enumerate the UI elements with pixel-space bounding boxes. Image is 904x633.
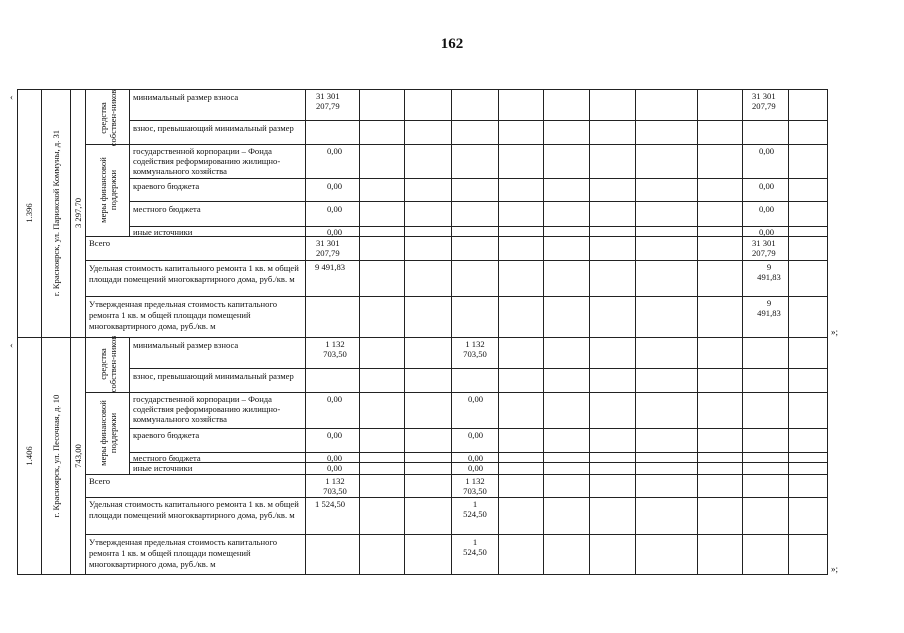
area: 3 297,70 <box>73 197 83 229</box>
address: г. Красноярск, ул. Парижской Коммуны, д. 31 <box>51 129 61 297</box>
total-cell: 31 301 207,79 <box>752 238 776 258</box>
value-cell: 0,00 <box>468 430 484 440</box>
row-label: краевого бюджета <box>133 181 200 191</box>
row-label: местного бюджета <box>133 204 201 214</box>
row-label: иные источники <box>133 463 193 473</box>
value-cell: 31 301 207,79 <box>316 238 340 258</box>
row-label: минимальный размер взноса <box>133 92 239 102</box>
value-cell: 0,00 <box>327 181 343 191</box>
group-support-label: меры финансовой поддержки <box>98 400 118 466</box>
value-cell: 0,00 <box>327 430 343 440</box>
value-cell: 9 491,83 <box>315 262 346 272</box>
row-number: 1.396 <box>24 203 34 223</box>
value-cell: 1 132 703,50 <box>323 339 347 359</box>
margin-mark: ‹ <box>10 340 13 350</box>
row-label: государственной корпорации – Фонда содействия реформированию жилищно-коммунального хозяйства <box>133 146 281 176</box>
row-number: 1.406 <box>24 446 34 466</box>
row-label: Всего <box>89 476 111 486</box>
total-cell: 31 301 207,79 <box>752 91 776 111</box>
value-cell: 0,00 <box>327 227 343 237</box>
value-cell: 0,00 <box>327 204 343 214</box>
group-owners-label: средства собствен-ников <box>98 335 118 393</box>
row-label: Удельная стоимость капитального ремонта 1 кв. м общей площади помещений многоквартирного дома, руб./кв. м <box>89 263 299 284</box>
area: 743,00 <box>73 444 83 468</box>
value-cell: 0,00 <box>468 463 484 473</box>
row-label: Утвержденная предельная стоимость капитального ремонта 1 кв. м общей площади помещений многоквартирного дома, руб./кв. м <box>89 537 278 569</box>
value-cell: 0,00 <box>327 453 343 463</box>
page-number: 162 <box>440 36 464 52</box>
row-label: взнос, превышающий минимальный размер <box>133 123 294 133</box>
group-support-label: меры финансовой поддержки <box>98 157 118 223</box>
value-cell: 1 524,50 <box>463 537 487 557</box>
total-cell: 0,00 <box>759 181 775 191</box>
group-owners-label: средства собствен-ников <box>98 89 118 147</box>
value-cell: 1 132 703,50 <box>463 339 487 359</box>
total-cell: 0,00 <box>759 227 775 237</box>
value-cell: 0,00 <box>327 394 343 404</box>
row-label: Утвержденная предельная стоимость капитального ремонта 1 кв. м общей площади помещений многоквартирного дома, руб./кв. м <box>89 299 278 331</box>
closing-quote-mark: »; <box>831 564 839 574</box>
row-label: минимальный размер взноса <box>133 340 239 350</box>
value-cell: 0,00 <box>327 463 343 473</box>
value-cell: 0,00 <box>468 394 484 404</box>
total-cell: 9 491,83 <box>757 262 781 282</box>
value-cell: 1 524,50 <box>463 499 487 519</box>
value-cell: 0,00 <box>327 146 343 156</box>
value-cell: 0,00 <box>468 453 484 463</box>
row-label: взнос, превышающий минимальный размер <box>133 371 294 381</box>
row-label: краевого бюджета <box>133 430 200 440</box>
row-label: Удельная стоимость капитального ремонта 1 кв. м общей площади помещений многоквартирного дома, руб./кв. м <box>89 499 299 520</box>
row-label: местного бюджета <box>133 453 201 463</box>
row-label: государственной корпорации – Фонда содействия реформированию жилищно-коммунального хозяйства <box>133 394 281 424</box>
row-label: Всего <box>89 238 111 248</box>
margin-mark: ‹ <box>10 92 13 102</box>
row-label: иные источники <box>133 227 193 237</box>
value-cell: 31 301 207,79 <box>316 91 340 111</box>
total-cell: 0,00 <box>759 204 775 214</box>
value-cell: 1 132 703,50 <box>323 476 347 496</box>
address: г. Красноярск, ул. Песочная, д. 10 <box>51 394 61 518</box>
total-cell: 9 491,83 <box>757 298 781 318</box>
value-cell: 1 132 703,50 <box>463 476 487 496</box>
total-cell: 0,00 <box>759 146 775 156</box>
closing-quote-mark: »; <box>831 327 839 337</box>
value-cell: 1 524,50 <box>315 499 346 509</box>
